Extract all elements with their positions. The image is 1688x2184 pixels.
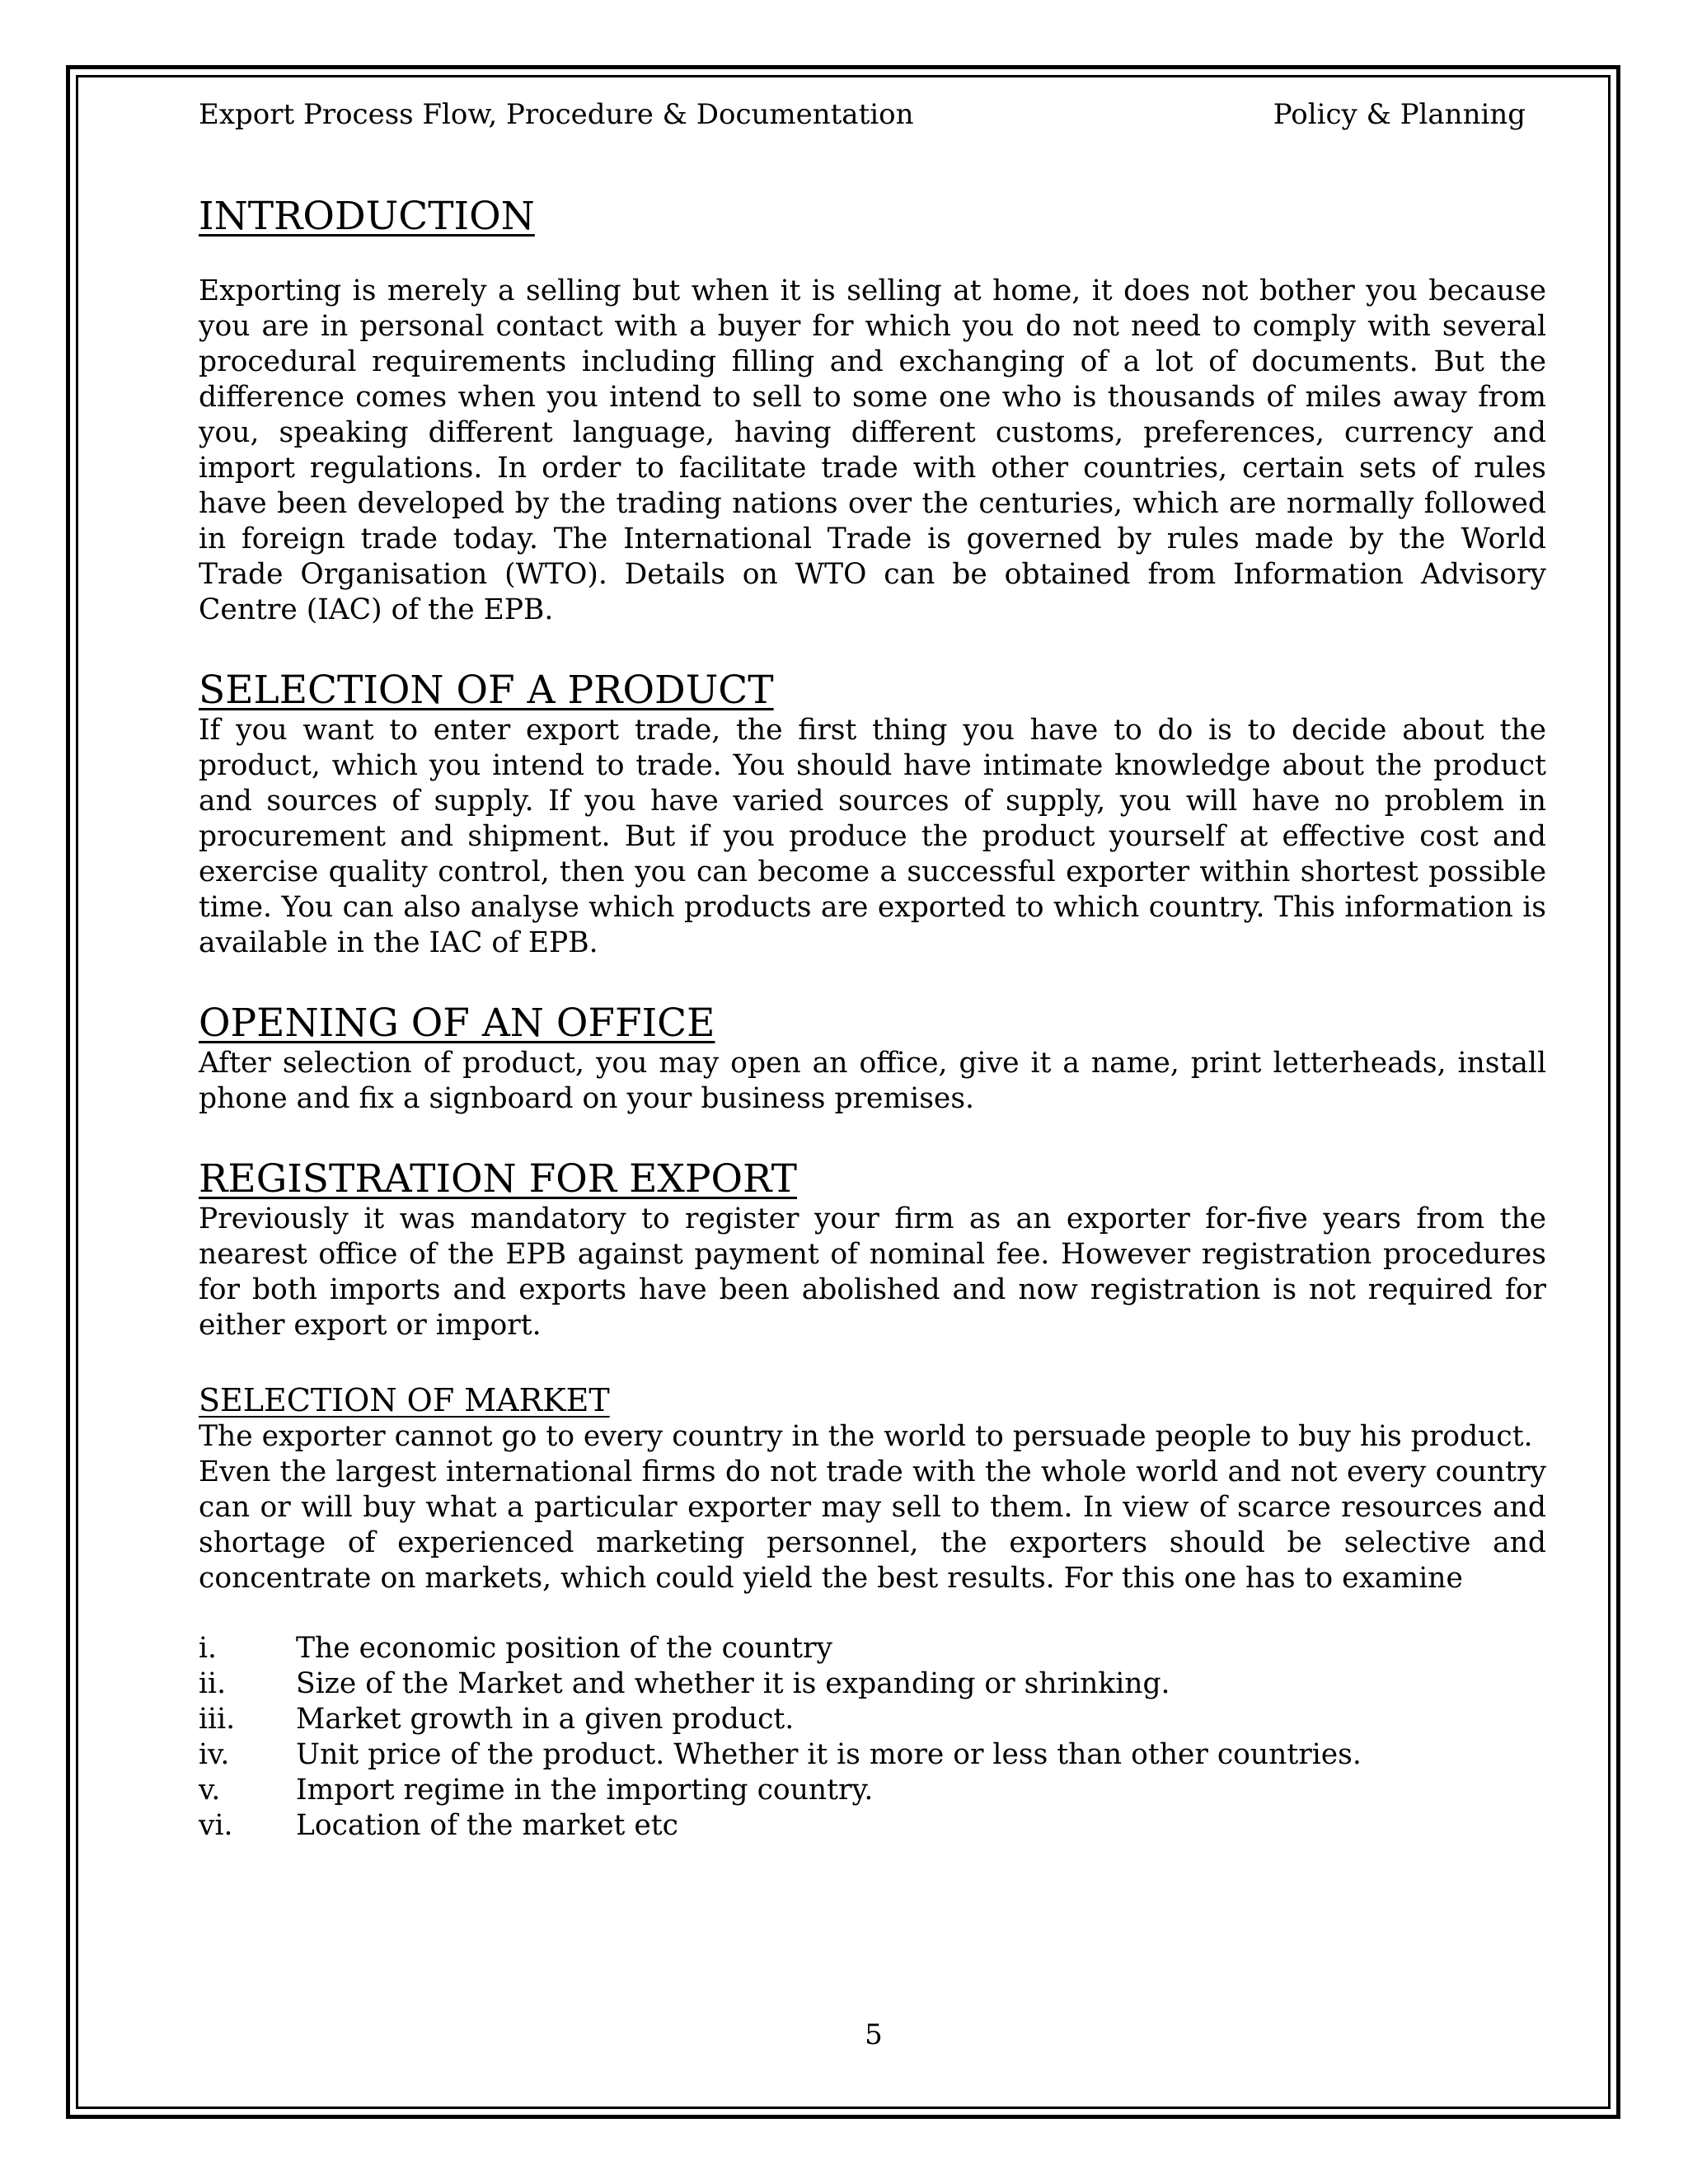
list-item-text: Import regime in the importing country. xyxy=(296,1774,874,1807)
list-item-number: v. xyxy=(199,1774,221,1807)
list-item-text: Location of the market etc xyxy=(296,1809,678,1842)
list-item-number: iii. xyxy=(199,1703,236,1736)
list-item-text: Market growth in a given product. xyxy=(296,1703,795,1736)
list-item xyxy=(199,1631,1546,1666)
list-item-text: Unit price of the product. Whether it is more or less than other countries. xyxy=(296,1738,1362,1771)
list-item xyxy=(199,1702,1546,1737)
selection-market-heading: SELECTION OF MARKET xyxy=(199,1382,610,1418)
list-item-text: Size of the Market and whether it is expanding or shrinking. xyxy=(296,1667,1170,1700)
list-item-number: i. xyxy=(199,1632,218,1665)
registration-paragraph: Previously it was mandatory to register your firm as an exporter for-five years from the nearest office of the EPB against payment of nominal fee. However registration procedures for both imports and exports have been abolished and now registration is not required for either export or import. xyxy=(199,1202,1546,1342)
list-item xyxy=(199,1737,1546,1773)
list-item-text: The economic position of the country xyxy=(296,1632,832,1665)
opening-office-heading: OPENING OF AN OFFICE xyxy=(199,1001,715,1046)
selection-market-paragraph-1: The exporter cannot go to every country in the world to persuade people to buy his product. xyxy=(199,1420,1533,1453)
document-body xyxy=(199,194,1546,1844)
list-item xyxy=(199,1666,1546,1702)
list-item xyxy=(199,1773,1546,1808)
header-section-title: Policy & Planning xyxy=(1273,98,1526,131)
list-item-number: vi. xyxy=(199,1809,233,1842)
opening-office-paragraph: After selection of product, you may open an office, give it a name, print letterheads, install phone and fix a signboard on your business premises. xyxy=(199,1047,1546,1115)
header-document-title: Export Process Flow, Procedure & Documentation xyxy=(199,98,914,131)
list-item-number: ii. xyxy=(199,1667,227,1700)
list-item-number: iv. xyxy=(199,1738,230,1771)
introduction-heading: INTRODUCTION xyxy=(199,194,535,239)
introduction-paragraph: Exporting is merely a selling but when it is selling at home, it does not bother you because you are in personal contact with a buyer for which you do not need to comply with several procedural requirements including filling and exchanging of a lot of documents. But the difference comes when you intend to sell to some one who is thousands of miles away from you, speaking different language, having different customs, preferences, currency and import regulations. In order to facilitate trade with other countries, certain sets of rules have been developed by the trading nations over the centuries, which are normally followed in foreign trade today. The International Trade is governed by rules made by the World Trade Organisation (WTO). Details on WTO can be obtained from Information Advisory Centre (IAC) of the EPB. xyxy=(199,274,1546,626)
selection-market-paragraph-2: Even the largest international firms do not trade with the whole world and not every country can or will buy what a particular exporter may sell to them. In view of scarce resources and shortage of experienced marketing personnel, the exporters should be selective and concentrate on markets, which could yield the best results. For this one has to examine xyxy=(199,1455,1546,1595)
selection-product-paragraph: If you want to enter export trade, the first thing you have to do is to decide about the product, which you intend to trade. You should have intimate knowledge about the product and sources of supply. If you have varied sources of supply, you will have no problem in procurement and shipment. But if you produce the product yourself at effective cost and exercise quality control, then you can become a successful exporter within shortest possible time. You can also analyse which products are exported to which country. This information is available in the IAC of EPB. xyxy=(199,714,1546,959)
page-number: 5 xyxy=(865,2018,883,2051)
registration-heading: REGISTRATION FOR EXPORT xyxy=(199,1156,797,1202)
page-header xyxy=(199,97,1526,132)
market-criteria-list xyxy=(199,1631,1546,1844)
list-item xyxy=(199,1808,1546,1844)
selection-product-heading: SELECTION OF A PRODUCT xyxy=(199,668,774,713)
